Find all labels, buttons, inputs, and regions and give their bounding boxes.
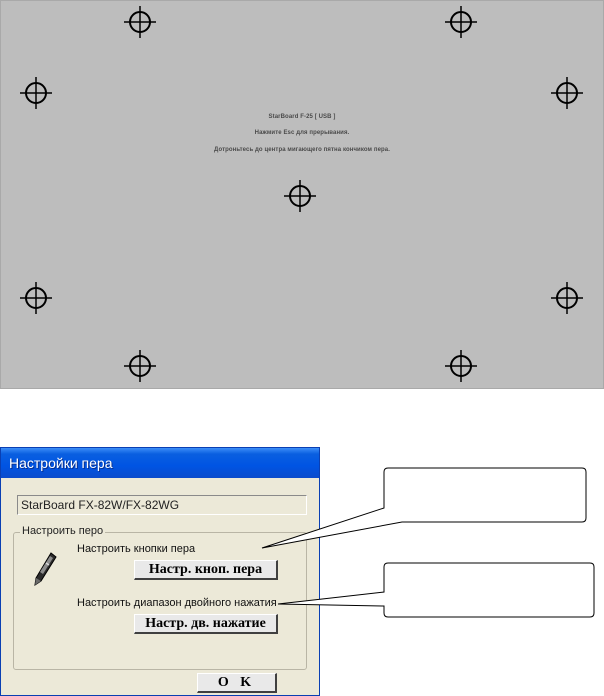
calibration-target-icon[interactable] [441, 346, 481, 386]
calibration-target-icon[interactable] [280, 176, 320, 216]
device-name-text: StarBoard F-25 [ USB ] [268, 114, 336, 120]
pen-settings-group [13, 525, 307, 670]
calibration-target-icon[interactable] [120, 2, 160, 42]
dialog-title[interactable]: Настройки пера [1, 448, 319, 478]
double-click-label: Настроить диапазон двойного нажатия [77, 597, 277, 609]
ok-button[interactable]: O K [197, 673, 277, 693]
esc-hint-text: Нажмите Esc для прерывания. [254, 130, 350, 136]
calibration-target-icon[interactable] [120, 346, 160, 386]
double-click-button[interactable]: Настр. дв. нажатие [134, 614, 278, 634]
model-field: StarBoard FX-82W/FX-82WG [17, 495, 307, 515]
pen-settings-dialog [0, 447, 320, 696]
callout-bubble [278, 563, 594, 617]
calibration-target-icon[interactable] [441, 2, 481, 42]
calibration-target-icon[interactable] [16, 278, 56, 318]
pen-icon [32, 551, 58, 592]
calibration-instruction-text: Дотроньтесь до центра мигающего пятна кончиком пера. [214, 147, 390, 153]
calibration-target-icon[interactable] [547, 278, 587, 318]
group-title: Настроить перо [22, 525, 104, 537]
calibration-target-icon[interactable] [16, 73, 56, 113]
pen-buttons-label: Настроить кнопки пера [77, 543, 196, 555]
pen-buttons-button[interactable]: Настр. кноп. пера [134, 560, 278, 580]
calibration-target-icon[interactable] [547, 73, 587, 113]
